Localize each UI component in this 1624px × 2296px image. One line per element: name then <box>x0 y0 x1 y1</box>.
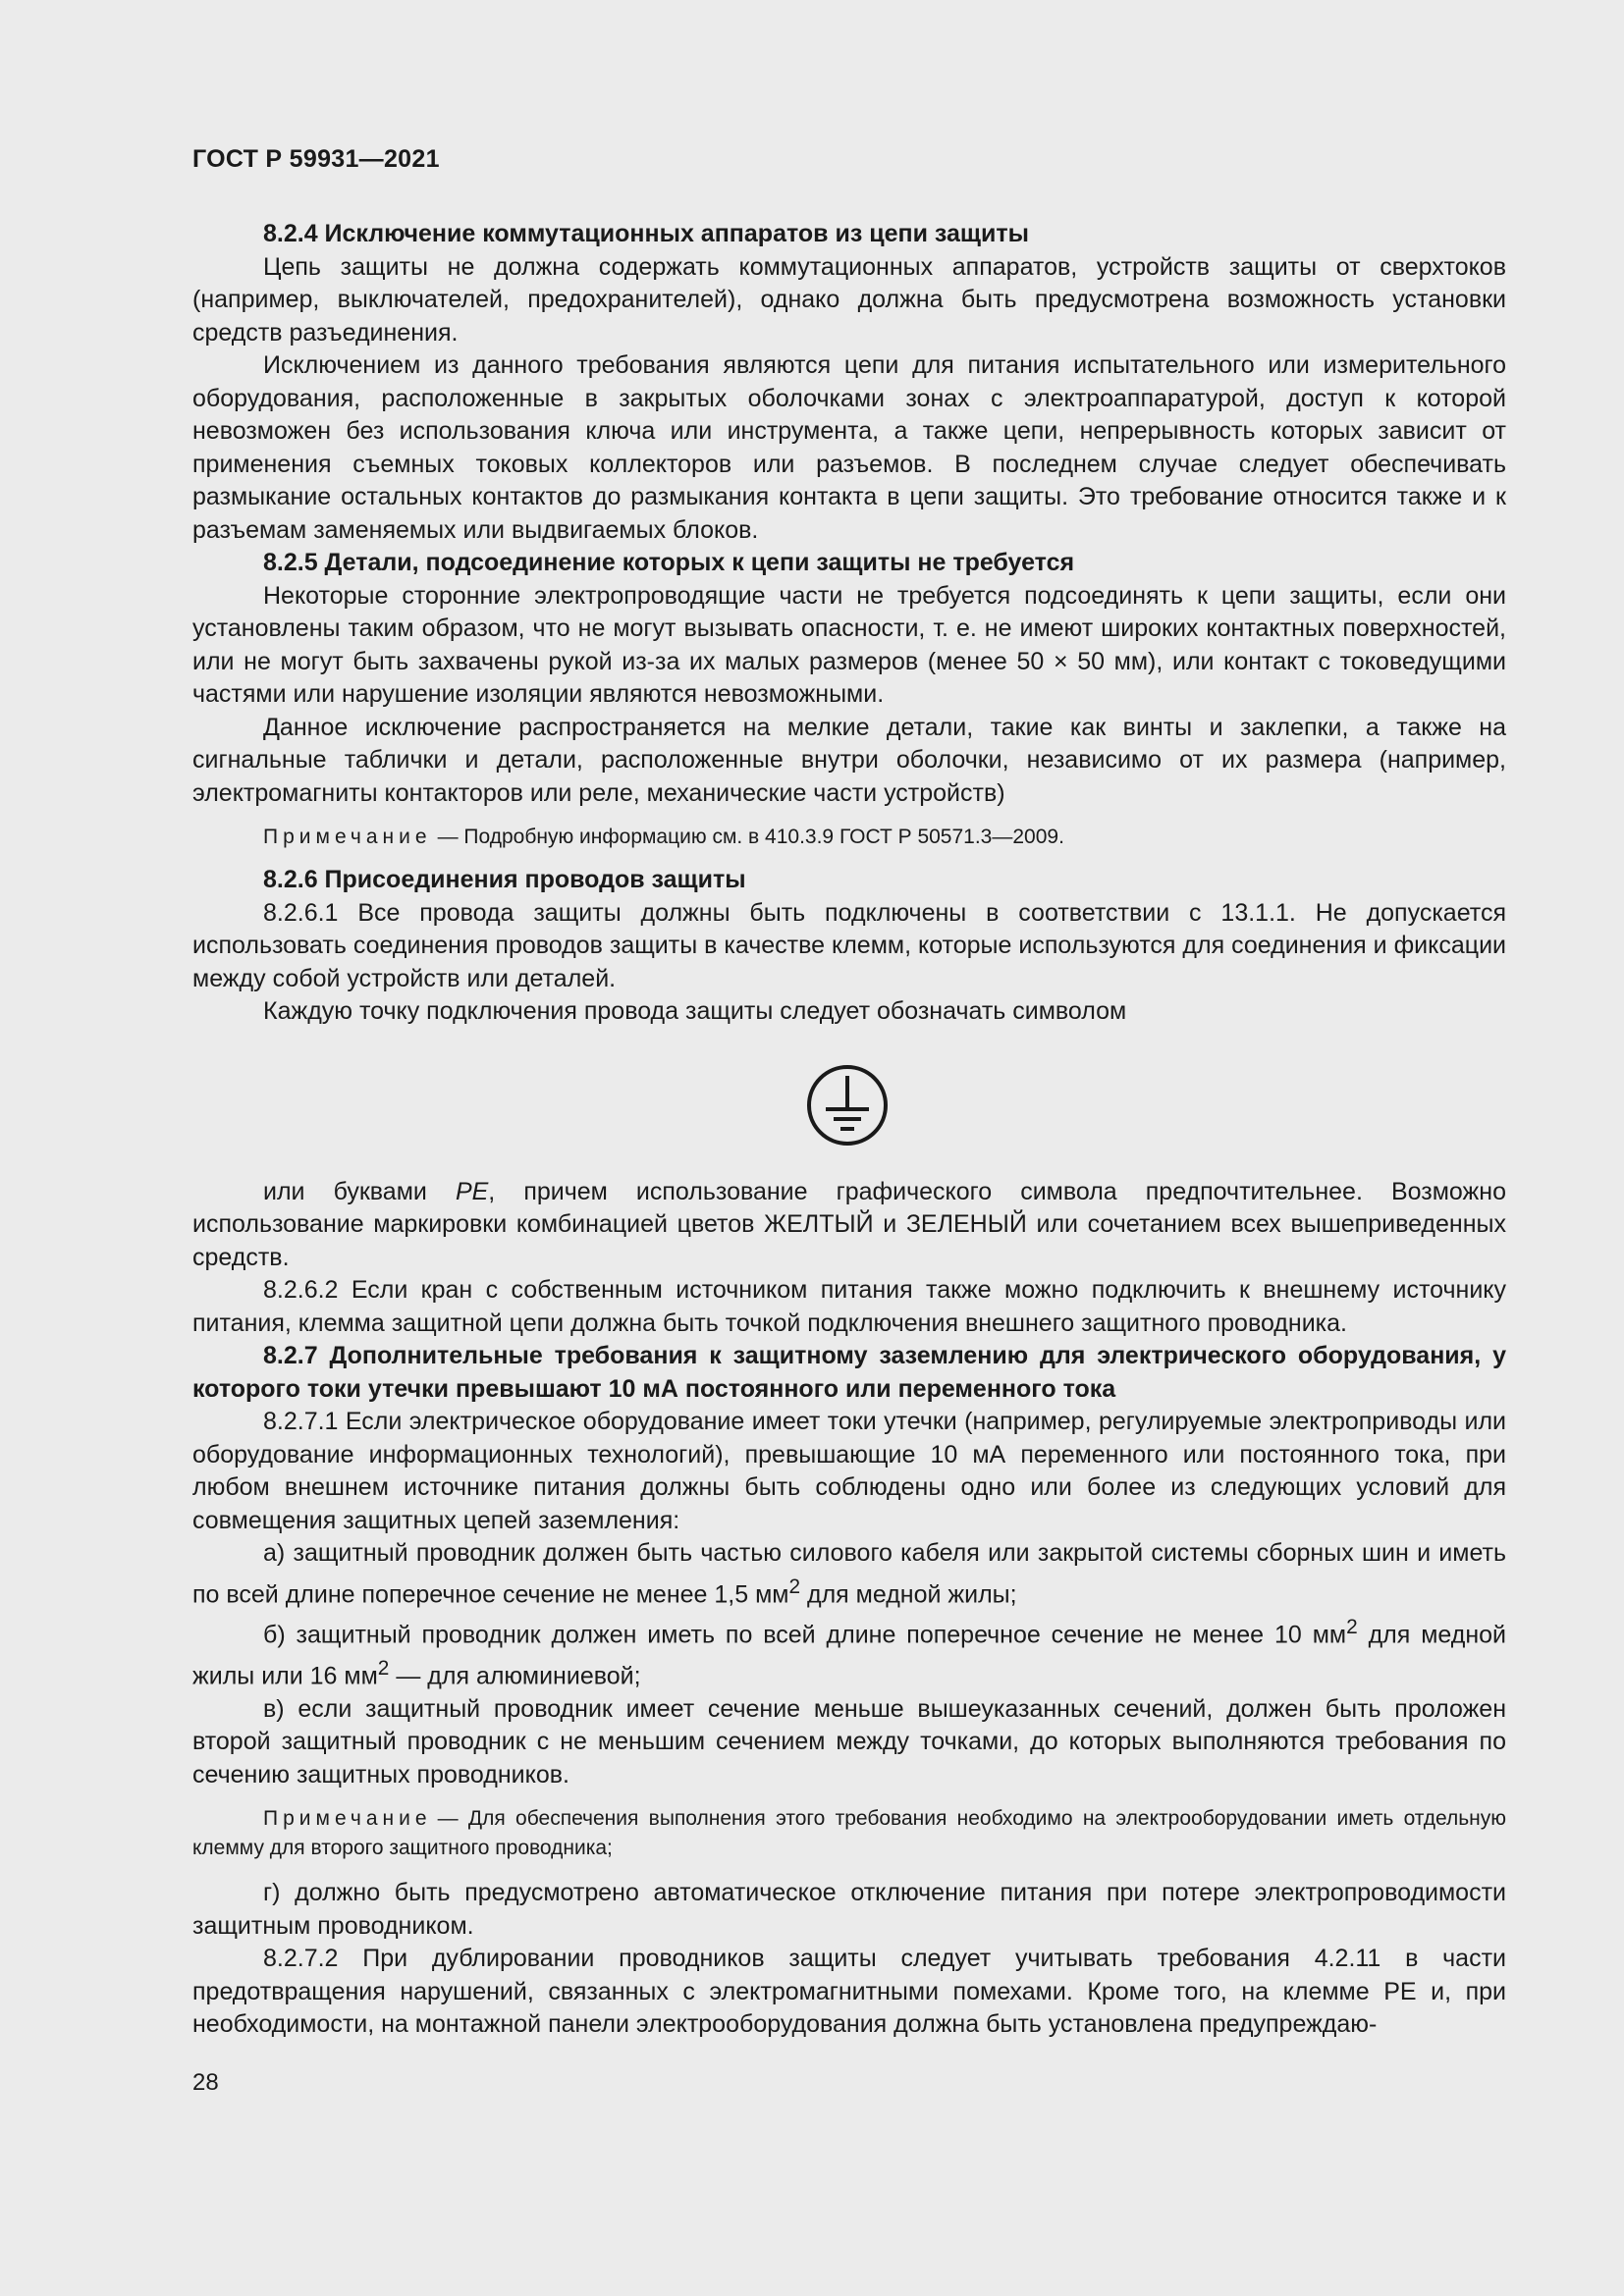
pe-text-b: , причем использование графического символа предпочтительнее. Возможно использование маркировки комбинацией цветов ЖЕЛТЫЙ и ЗЕЛЕНЫЙ или сочетанием всех вышеприведенных средств. <box>192 1177 1506 1271</box>
section-8-2-6-1-paragraph-1: 8.2.6.1 Все провода защиты должны быть подключены в соответствии с 13.1.1. Не допускается использовать соединения проводов защиты в качестве клемм, которые используются для соединения и фиксации между собой устройств или деталей. <box>192 898 1506 992</box>
item-b-text-end: — для алюминиевой; <box>389 1662 641 1690</box>
item-a-text: а) защитный проводник должен быть частью силового кабеля или закрытой системы сборных шин и иметь по всей длине поперечное сечение не менее 1,5 мм <box>192 1539 1506 1608</box>
note-label: Примечание <box>263 1807 432 1831</box>
note-1-text: — Подробную информацию см. в 410.3.9 ГОСТ Р 50571.3—2009. <box>437 826 1064 848</box>
symbol-container <box>192 1029 1506 1176</box>
section-8-2-6-2-paragraph: 8.2.6.2 Если кран с собственным источником питания также можно подключить к внешнему источнику питания, клемма защитной цепи должна быть точкой подключения внешнего защитного проводника. <box>192 1276 1506 1337</box>
pe-letters: PE <box>455 1177 489 1205</box>
section-8-2-7-heading: 8.2.7 Дополнительные требования к защитному заземлению для электрического оборудования, у которого токи утечки превышают 10 мА постоянного или переменного тока <box>192 1342 1506 1403</box>
superscript: 2 <box>1346 1616 1358 1639</box>
document-header: ГОСТ Р 59931—2021 <box>192 145 440 173</box>
document-page <box>192 143 1506 2098</box>
section-8-2-7-2-paragraph: 8.2.7.2 При дублировании проводников защиты следует учитывать требования 4.2.11 в части предотвращения нарушений, связанных с электромагнитными помехами. Кроме того, на клемме РЕ и, при необходимости, на монтажной панели электрооборудования должна быть установлена предупреждаю- <box>192 1945 1506 2039</box>
superscript: 2 <box>377 1657 390 1681</box>
section-8-2-5-heading: 8.2.5 Детали, подсоединение которых к цепи защиты не требуется <box>263 549 1075 576</box>
item-b-text: б) защитный проводник должен иметь по всей длине поперечное сечение не менее 10 мм <box>263 1621 1347 1649</box>
note-label: Примечание <box>263 826 432 848</box>
section-8-2-4-heading: 8.2.4 Исключение коммутационных аппаратов из цепи защиты <box>263 220 1029 247</box>
item-b-text-mid: для медной жилы или 16 мм <box>192 1621 1506 1690</box>
section-8-2-5-paragraph-2: Данное исключение распространяется на мелкие детали, такие как винты и заклепки, а также на сигнальные таблички и детали, расположенные внутри оболочки, независимо от их размера (например, электромагниты контакторов или реле, механические части устройств) <box>192 713 1506 807</box>
note-2-text: — Для обеспечения выполнения этого требования необходимо на электрооборудовании иметь отдельную клемму для второго защитного проводника; <box>192 1807 1506 1860</box>
list-item-c: в) если защитный проводник имеет сечение меньше вышеуказанных сечений, должен быть проложен второй защитный проводник с не меньшим сечением между точками, до которых выполняются требования по сечению защитных проводников. <box>192 1694 1506 1789</box>
list-item-b <box>192 1611 1506 1693</box>
section-8-2-5-paragraph-1: Некоторые сторонние электропроводящие части не требуется подсоединять к цепи защиты, если они установлены таким образом, что не могут вызывать опасности, т. е. не имеют широких контактных поверхностей, или не могут быть захвачены рукой из-за их малых размеров (менее 50 × 50 мм), или контакт с токоведущими частями или нарушение изоляции являются невозможными. <box>192 581 1506 708</box>
item-a-text-end: для медной жилы; <box>800 1579 1017 1608</box>
list-item-d: г) должно быть предусмотрено автоматическое отключение питания при потере электропроводимости защитным проводником. <box>192 1879 1506 1940</box>
section-8-2-6-1-paragraph-3 <box>192 1176 1506 1275</box>
protective-earth-icon <box>806 1064 889 1147</box>
note-1 <box>192 823 1506 852</box>
pe-text-a: или буквами <box>263 1177 456 1205</box>
section-8-2-6-1-paragraph-2: Каждую точку подключения провода защиты следует обозначать символом <box>263 997 1127 1025</box>
list-item-a <box>192 1537 1506 1611</box>
page-number: 28 <box>192 2068 219 2096</box>
section-8-2-6-heading: 8.2.6 Присоединения проводов защиты <box>263 866 746 893</box>
section-8-2-7-1-paragraph: 8.2.7.1 Если электрическое оборудование имеет токи утечки (например, регулируемые электроприводы или оборудование информационных технологий), превышающие 10 мА переменного или постоянного тока, при любом внешнем источнике питания должны быть соблюдены одно или более из следующих условий для совмещения защитных цепей заземления: <box>192 1408 1506 1534</box>
note-2 <box>192 1804 1506 1863</box>
section-8-2-4-paragraph-2: Исключением из данного требования являются цепи для питания испытательного или измерительного оборудования, расположенные в закрытых оболочками зонах с электроаппаратурой, доступ к которой невозможен без использования ключа или инструмента, а также цепи, непрерывность которых зависит от применения съемных токовых коллекторов или разъемов. В последнем случае следует обеспечивать размыкание остальных контактов до размыкания контакта в цепи защиты. Это требование относится также и к разъемам заменяемых или выдвигаемых блоков. <box>192 351 1506 544</box>
superscript: 2 <box>788 1575 801 1598</box>
section-8-2-4-paragraph-1: Цепь защиты не должна содержать коммутационных аппаратов, устройств защиты от сверхтоков (например, выключателей, предохранителей), однако должна быть предусмотрена возможность установки средств разъединения. <box>192 252 1506 347</box>
